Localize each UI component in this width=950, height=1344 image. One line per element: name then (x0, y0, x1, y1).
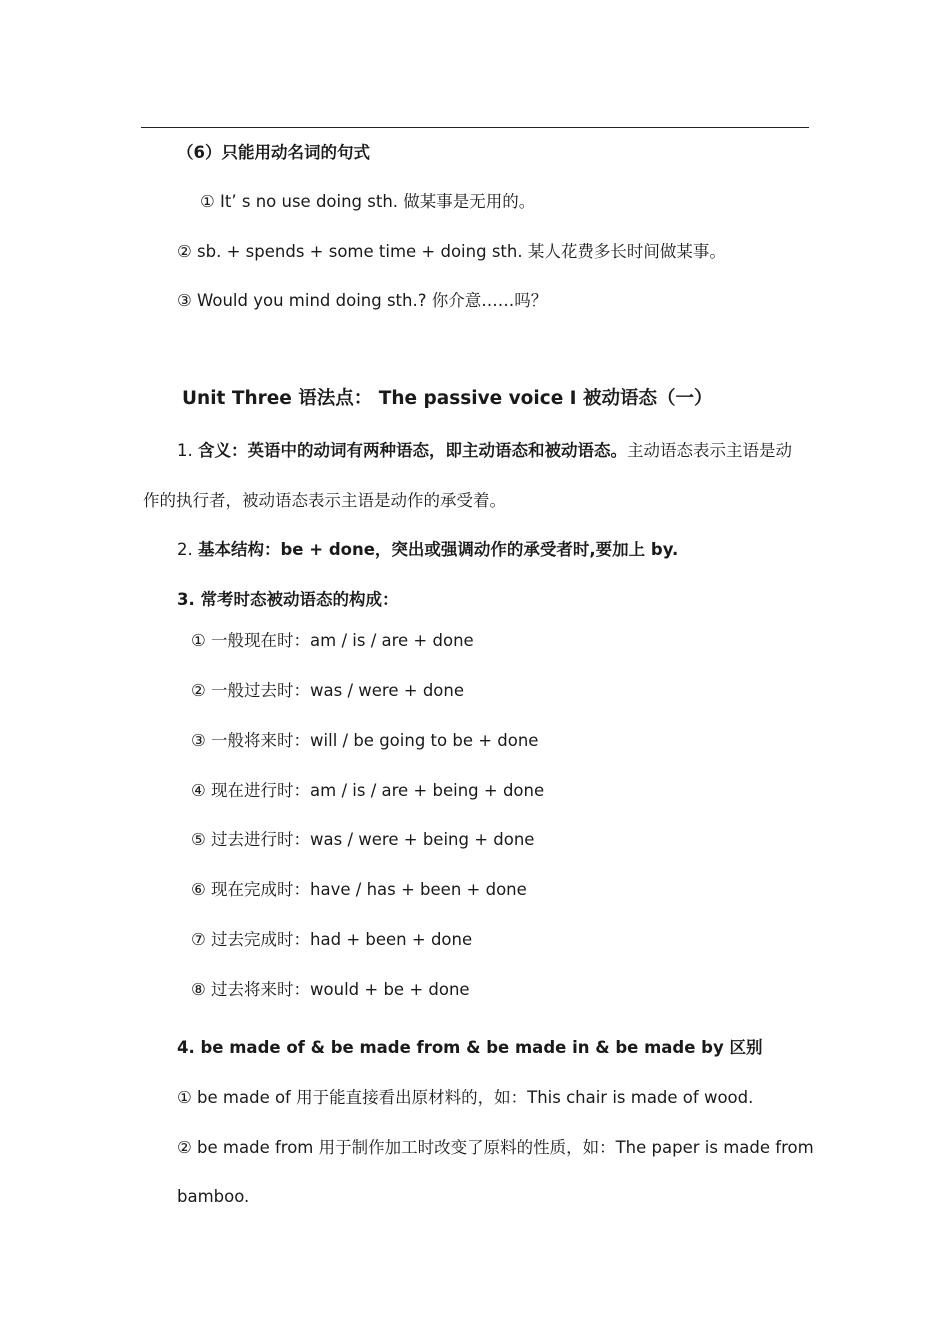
made-item-1: ① be made of 用于能直接看出原材料的，如：This chair is made of wood. (177, 1088, 754, 1107)
definition-rest: 主动语态表示主语是动 (627, 441, 792, 460)
tense-item: ⑥ 现在完成时：have / has + been + done (191, 880, 527, 899)
tense-item: ⑦ 过去完成时：had + been + done (191, 930, 473, 949)
gerund-item-3: ③ Would you mind doing sth.? 你介意……吗？ (177, 291, 548, 310)
definition-continuation: 作的执行者，被动语态表示主语是动作的承受着。 (143, 491, 506, 510)
definition-bold: 含义：英语中的动词有两种语态，即主动语态和被动语态。 (198, 441, 627, 460)
made-item-2-continuation: bamboo. (177, 1187, 250, 1206)
made-heading: 4. be made of & be made from & be made in & be made by 区别 (177, 1038, 763, 1057)
structure-number: 2. (177, 540, 198, 559)
gerund-item-1: ① It’ s no use doing sth. 做某事是无用的。 (200, 192, 536, 211)
definition-number: 1. (177, 441, 198, 460)
tense-item: ① 一般现在时：am / is / are + done (191, 631, 474, 650)
definition-paragraph (177, 440, 792, 462)
tense-item: ⑧ 过去将来时：would + be + done (191, 980, 470, 999)
tense-item: ⑤ 过去进行时：was / were + being + done (191, 830, 535, 849)
made-item-2: ② be made from 用于制作加工时改变了原料的性质，如：The paper is made from (177, 1138, 814, 1157)
structure-paragraph (177, 539, 678, 561)
tense-item: ④ 现在进行时：am / is / are + being + done (191, 781, 545, 800)
header-rule (141, 127, 809, 128)
structure-bold: 基本结构：be + done，突出或强调动作的承受者时,要加上 by. (198, 540, 679, 559)
tense-item: ③ 一般将来时：will / be going to be + done (191, 731, 539, 750)
tenses-heading: 3. 常考时态被动语态的构成： (177, 590, 399, 609)
section-6-heading: （6）只能用动名词的句式 (177, 143, 370, 162)
tense-item: ② 一般过去时：was / were + done (191, 681, 464, 700)
unit-title: Unit Three 语法点： The passive voice Ⅰ 被动语态（一） (182, 388, 713, 409)
gerund-item-2: ② sb. + spends + some time + doing sth. 某人花费多长时间做某事。 (177, 242, 726, 261)
